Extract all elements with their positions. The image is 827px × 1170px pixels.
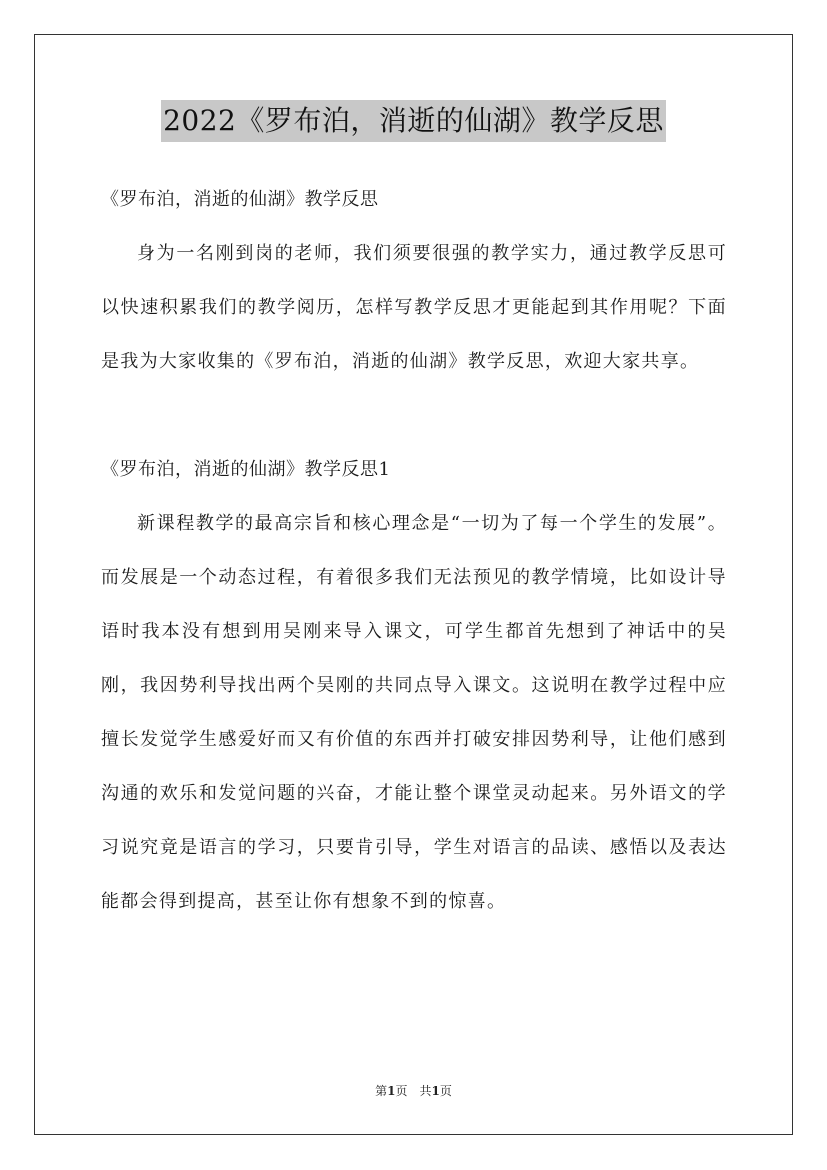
subtitle: 《罗布泊，消逝的仙湖》教学反思 [101,189,379,210]
intro-paragraph: 身为一名刚到岗的老师，我们须要很强的教学实力，通过教学反思可以快速积累我们的教学阅历，怎样写教学反思才更能起到其作用呢？下面是我为大家收集的《罗布泊，消逝的仙湖》教学反思，欢迎大家共享。 [101,243,727,372]
page-mid: 页 共 [395,1084,432,1098]
title-container [0,100,827,142]
section-gap [101,389,727,443]
page-suffix: 页 [439,1084,452,1098]
section-1-paragraph: 新课程教学的最高宗旨和核心理念是“一切为了每一个学生的发展”。而发展是一个动态过程，有着很多我们无法预见的教学情境，比如设计导语时我本没有想到用吴刚来导入课文，可学生都首先想到了神话中的吴刚，我因势利导找出两个吴刚的共同点导入课文。这说明在教学过程中应擅长发觉学生感爱好而又有价值的东西并打破安排因势利导，让他们感到沟通的欢乐和发觉问题的兴奋，才能让整个课堂灵动起来。另外语文的学习说究竟是语言的学习，只要肯引导，学生对语言的品读、感悟以及表达能都会得到提高，甚至让你有想象不到的惊喜。 [101,513,727,912]
page-footer [0,1081,827,1101]
page-current: 1 [387,1084,396,1098]
document-title: 2022《罗布泊，消逝的仙湖》教学反思 [161,100,666,142]
page-total: 1 [431,1084,440,1098]
document-body [101,173,727,929]
page-prefix: 第 [375,1084,388,1098]
section-1-heading: 《罗布泊，消逝的仙湖》教学反思1 [101,459,391,480]
